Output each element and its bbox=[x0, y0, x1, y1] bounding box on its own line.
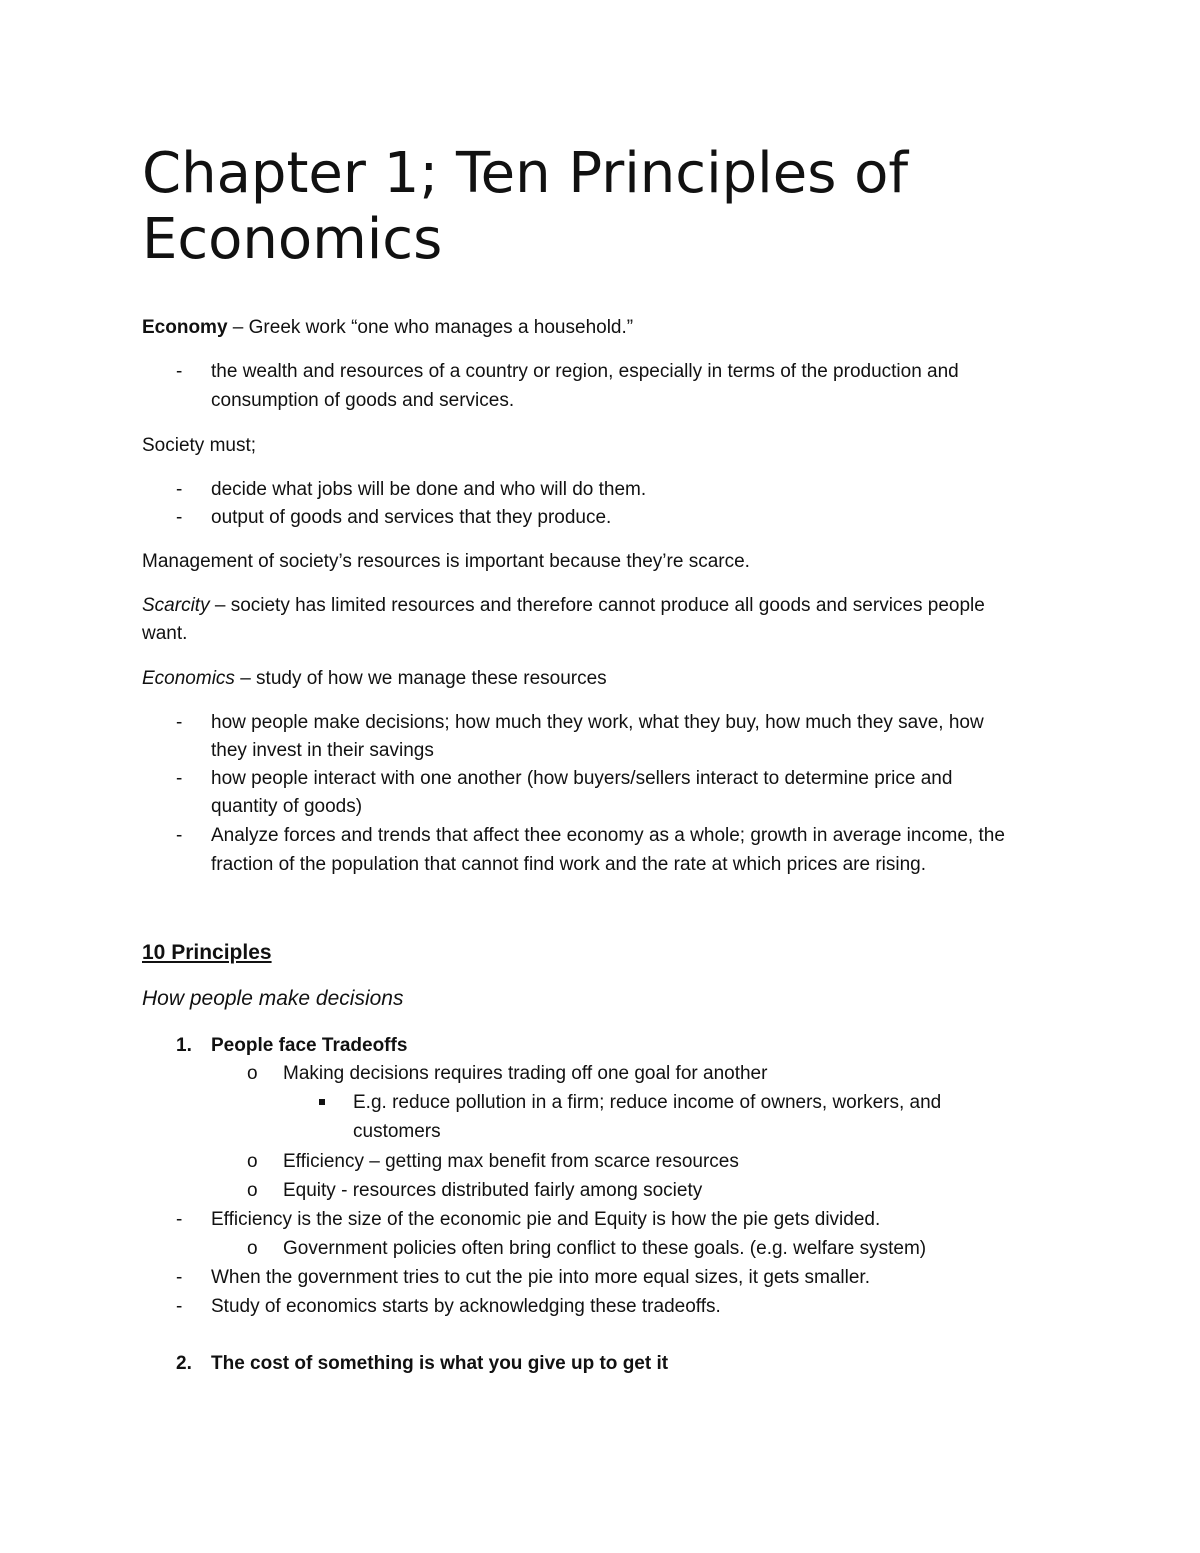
society-item-2: output of goods and services that they produce. bbox=[211, 507, 612, 528]
note-2: When the government tries to cut the pie into more equal sizes, it gets smaller. bbox=[211, 1267, 870, 1288]
economy-definition-text: – Greek work “one who manages a household.” bbox=[227, 317, 634, 338]
economics-item-1-line-2: they invest in their savings bbox=[211, 740, 434, 761]
economics-term: Economics bbox=[142, 668, 235, 689]
society-item-1: decide what jobs will be done and who will do them. bbox=[211, 479, 647, 500]
dash-marker: - bbox=[176, 1267, 183, 1288]
economy-bullet-line-2: consumption of goods and services. bbox=[211, 390, 515, 411]
dash-marker: - bbox=[176, 768, 183, 789]
management-text: Management of society’s resources is important because they’re scarce. bbox=[142, 551, 750, 572]
principle-2-title: The cost of something is what you give up to get it bbox=[211, 1353, 669, 1374]
circle-marker: o bbox=[247, 1238, 258, 1259]
square-bullet-icon bbox=[319, 1099, 325, 1105]
number-marker-1: 1. bbox=[176, 1035, 192, 1056]
principle-1-sub-3: Equity - resources distributed fairly among society bbox=[283, 1180, 703, 1201]
principle-1-sub-1: Making decisions requires trading off one goal for another bbox=[283, 1063, 768, 1084]
scarcity-definition: – society has limited resources and therefore cannot produce all goods and services people bbox=[209, 595, 985, 616]
circle-marker: o bbox=[247, 1151, 258, 1172]
economy-term: Economy bbox=[142, 317, 228, 338]
economics-definition bbox=[142, 665, 607, 693]
circle-marker: o bbox=[247, 1180, 258, 1201]
principle-1-example-line-2: customers bbox=[353, 1121, 441, 1142]
dash-marker: - bbox=[176, 712, 183, 733]
dash-marker: - bbox=[176, 479, 183, 500]
principles-subheading: How people make decisions bbox=[142, 987, 404, 1010]
principles-heading: 10 Principles bbox=[142, 941, 272, 964]
note-3: Study of economics starts by acknowledging these tradeoffs. bbox=[211, 1296, 721, 1317]
economics-item-3-line-2: fraction of the population that cannot find work and the rate at which prices are rising. bbox=[211, 854, 927, 875]
economics-item-2-line-2: quantity of goods) bbox=[211, 796, 363, 817]
note-1-sub: Government policies often bring conflict to these goals. (e.g. welfare system) bbox=[283, 1238, 927, 1259]
principle-1-example-line-1: E.g. reduce pollution in a firm; reduce income of owners, workers, and bbox=[353, 1092, 942, 1113]
dash-marker: - bbox=[176, 1296, 183, 1317]
economics-item-2-line-1: how people interact with one another (how buyers/sellers interact to determine price and bbox=[211, 768, 953, 789]
circle-marker: o bbox=[247, 1063, 258, 1084]
economics-definition-text: – study of how we manage these resources bbox=[234, 668, 607, 689]
scarcity-line-1 bbox=[142, 592, 985, 620]
economics-item-1-line-1: how people make decisions; how much they work, what they buy, how much they save, how bbox=[211, 712, 984, 733]
principle-1-sub-2: Efficiency – getting max benefit from scarce resources bbox=[283, 1151, 739, 1172]
note-1: Efficiency is the size of the economic pie and Equity is how the pie gets divided. bbox=[211, 1209, 881, 1230]
page-title-line-1: Chapter 1; Ten Principles of bbox=[142, 141, 909, 206]
economy-definition bbox=[142, 314, 633, 342]
scarcity-line-2: want. bbox=[142, 623, 188, 644]
society-intro: Society must; bbox=[142, 435, 257, 456]
dash-marker: - bbox=[176, 361, 183, 382]
dash-marker: - bbox=[176, 1209, 183, 1230]
dash-marker: - bbox=[176, 507, 183, 528]
number-marker-2: 2. bbox=[176, 1353, 192, 1374]
dash-marker: - bbox=[176, 825, 183, 846]
page-title-line-2: Economics bbox=[142, 207, 443, 272]
principle-1-title: People face Tradeoffs bbox=[211, 1035, 408, 1056]
scarcity-term: Scarcity bbox=[142, 595, 210, 616]
economics-item-3-line-1: Analyze forces and trends that affect thee economy as a whole; growth in average income, the bbox=[211, 825, 1005, 846]
economy-bullet-line-1: the wealth and resources of a country or region, especially in terms of the production and bbox=[211, 361, 959, 382]
